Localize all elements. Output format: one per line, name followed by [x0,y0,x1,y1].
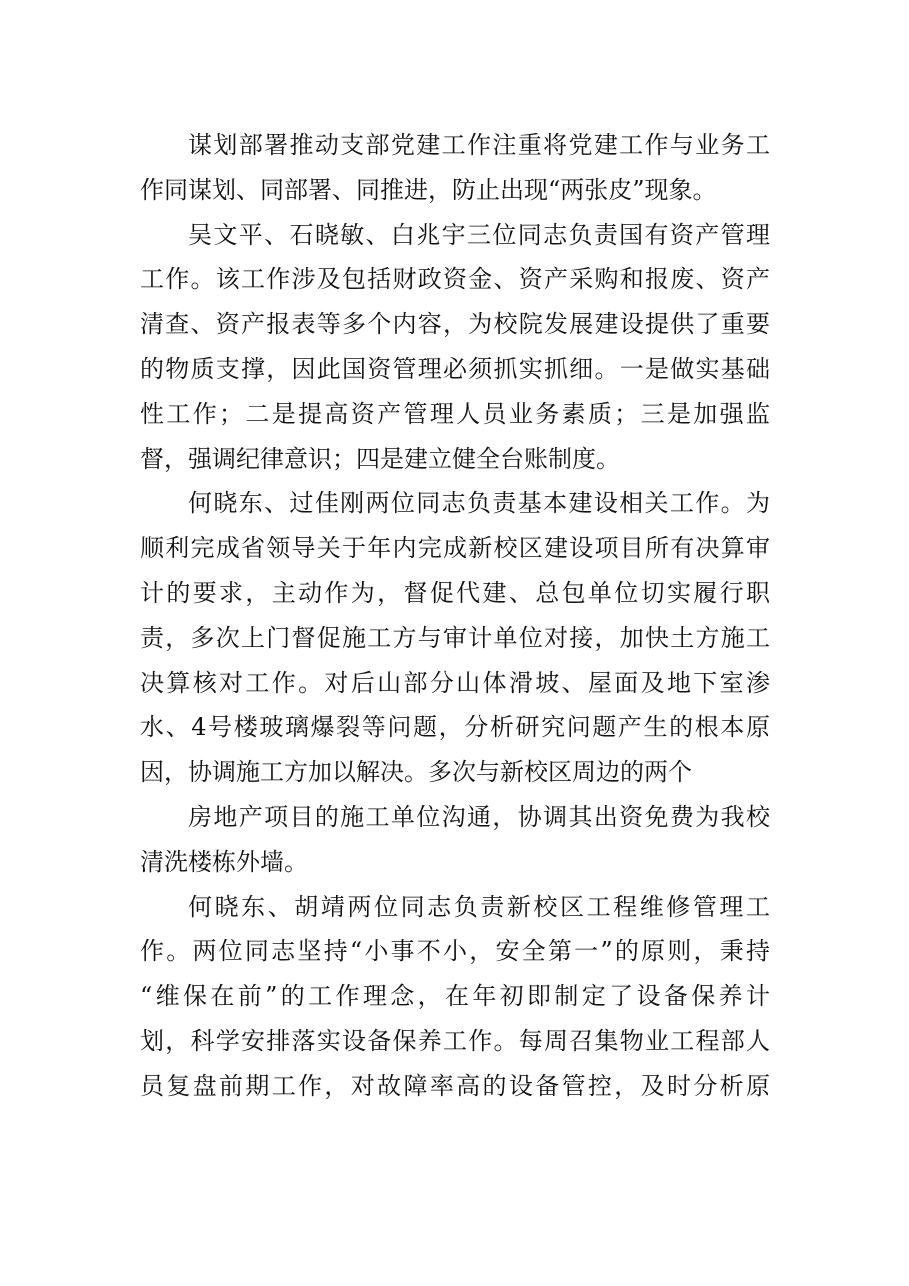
paragraph-3-line-2: 顺利完成省领导关于年内完成新校区建设项目所有决算审 [140,534,770,563]
paragraph-2-line-4: 的物质支撑，因此国资管理必须抓实抓细。一是做实基础 [140,354,770,383]
paragraph-5-line-3: “维保在前”的工作理念，在年初即制定了设备保养计 [140,982,770,1011]
paragraph-3-line-3: 计的要求，主动作为，督促代建、总包单位切实履行职 [140,578,770,607]
paragraph-2-line-1: 吴文平、石晓敏、白兆宇三位同志负责国有资产管理 [188,220,770,249]
paragraph-3-line-7: 因，协调施工方加以解决。多次与新校区周边的两个 [140,758,692,787]
paragraph-4-line-1: 房地产项目的施工单位沟通，协调其出资免费为我校 [188,802,770,831]
paragraph-2-line-2: 工作。该工作涉及包括财政资金、资产采购和报废、资产 [140,265,770,294]
paragraph-3-line-1: 何晓东、过佳刚两位同志负责基本建设相关工作。为 [188,489,770,518]
paragraph-2-line-5: 性工作；二是提高资产管理人员业务素质；三是加强监 [140,399,770,428]
paragraph-5-line-4: 划，科学安排落实设备保养工作。每周召集物业工程部人 [140,1026,770,1055]
paragraph-3-line-4: 责，多次上门督促施工方与审计单位对接，加快土方施工 [140,623,770,652]
paragraph-3-line-5: 决算核对工作。对后山部分山体滑坡、屋面及地下室渗 [140,668,770,697]
body-text [140,123,770,1109]
paragraph-1-line-2: 作同谋划、同部署、同推进，防止出现“两张皮”现象。 [140,175,717,204]
paragraph-5-line-2: 作。两位同志坚持“小事不小，安全第一”的原则，秉持 [140,937,770,966]
paragraph-5-line-5: 员复盘前期工作，对故障率高的设备管控，及时分析原 [140,1071,770,1100]
paragraph-5-line-1: 何晓东、胡靖两位同志负责新校区工程维修管理工 [188,892,770,921]
paragraph-2-line-6: 督，强调纪律意识；四是建立健全台账制度。 [140,444,620,473]
paragraph-3-line-6: 水、4号楼玻璃爆裂等问题，分析研究问题产生的根本原 [140,713,770,742]
paragraph-1-line-1: 谋划部署推动支部党建工作注重将党建工作与业务工 [188,131,770,159]
paragraph-2-line-3: 清查、资产报表等多个内容，为校院发展建设提供了重要 [140,310,770,339]
paragraph-4-line-2: 清洗楼栋外墙。 [140,847,308,876]
